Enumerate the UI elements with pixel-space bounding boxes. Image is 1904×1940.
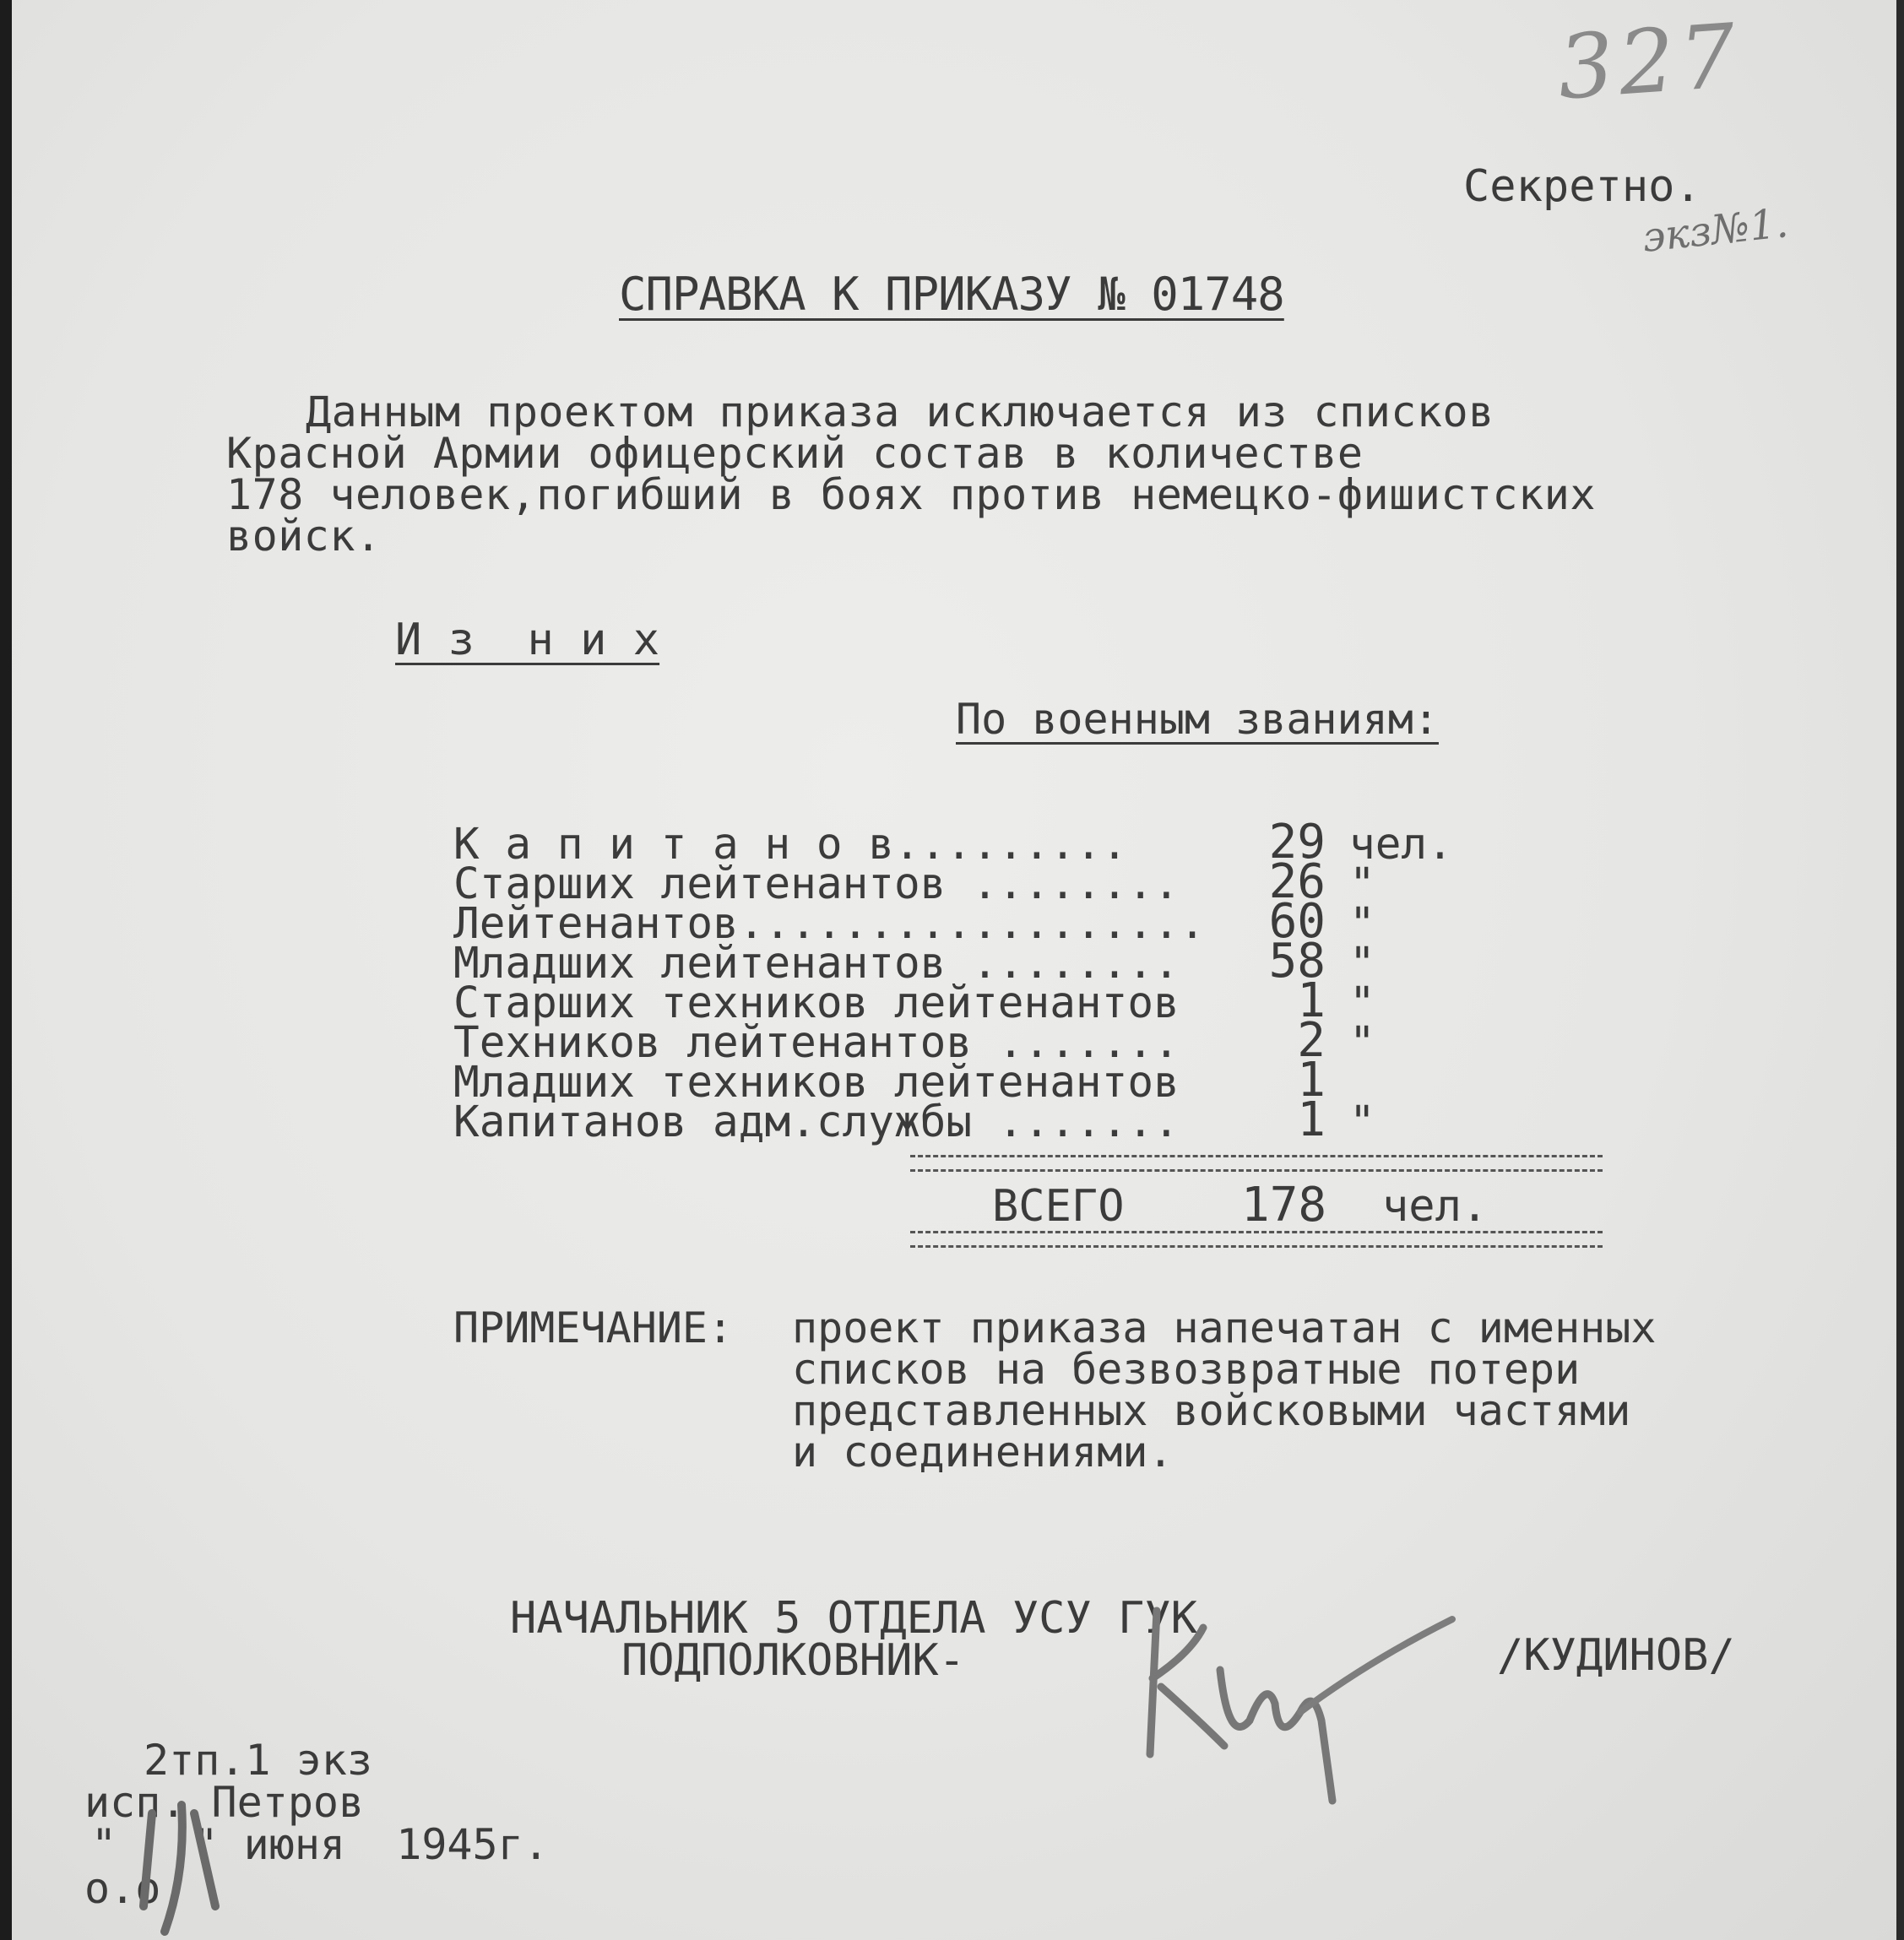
handwritten-day-mark [135,1780,245,1940]
scan-edge-left [0,0,12,1940]
body-line: Красной Армии офицерский состав в количестве [226,429,1364,478]
total-value: 178 [1241,1178,1327,1233]
rank-unit: чел. [1349,820,1453,870]
rank-count: 2 [1297,1013,1326,1068]
total-unit: чел. [1382,1181,1489,1232]
body-line: Данным проектом приказа исключается из списков [306,387,1494,436]
total-label: ВСЕГО [992,1181,1125,1232]
signatory-title: НАЧАЛЬНИК 5 ОТДЕЛА УСУ ГУК [510,1593,1197,1644]
rank-label: Старших техников лейтенантов [453,978,1180,1028]
rank-unit: " [1349,1018,1375,1068]
rank-label: Лейтенантов.................. [453,899,1206,949]
handwritten-signature [1131,1577,1469,1813]
scan-edge-right [1896,0,1904,1940]
rank-label: Младших лейтенантов ........ [453,939,1180,989]
signatory-name: /КУДИНОВ/ [1497,1630,1735,1681]
rank-unit: " [1349,978,1375,1028]
rank-label: Старших лейтенантов ........ [453,859,1180,909]
page-number: 327 [1554,3,1744,120]
note-line: и соединениями. [792,1428,1174,1477]
total-separator-top [910,1155,1603,1172]
signatory-rank: ПОДПОЛКОВНИК- [621,1635,965,1686]
rank-count: 1 [1297,1053,1326,1108]
rank-count: 1 [1297,1092,1326,1147]
rank-label: Техников лейтенантов ....... [453,1018,1180,1068]
rank-count: 26 [1268,854,1326,909]
rank-unit: " [1349,859,1375,909]
rank-label: Капитанов адм.службы ....... [453,1097,1180,1147]
by-rank-heading: По военным званиям: [956,695,1439,744]
rank-count: 58 [1268,934,1326,989]
rank-count: 60 [1268,894,1326,949]
rank-label: К а п и т а н о в......... [453,820,1128,870]
rank-unit: " [1349,899,1375,949]
copies-note: 2тп.1 экз [144,1736,372,1785]
note-label: ПРИМЕЧАНИЕ: [453,1303,734,1352]
rank-count: 29 [1268,815,1326,870]
rank-label: Младших техников лейтенантов [453,1058,1180,1108]
body-line: 178 человек,погибший в боях против немецко-фишистских [226,470,1596,519]
note-line: списков на безвозвратные потери [792,1345,1581,1394]
initials-note: о.о. [84,1864,187,1913]
rank-unit: " [1349,939,1375,989]
of-them-heading: И з н и х [395,615,660,665]
document-title: СПРАВКА К ПРИКАЗУ № 01748 [619,268,1284,321]
total-separator-bottom [910,1231,1603,1248]
date-line: " " июня 1945г. [91,1820,549,1869]
rank-unit: " [1349,1097,1375,1147]
body-line: войск. [226,512,382,561]
classification-label: Секретно. [1463,161,1701,212]
note-line: представленных войсковыми частями [792,1386,1631,1435]
rank-count: 1 [1297,973,1326,1028]
note-line: проект приказа напечатан с именных [792,1303,1657,1352]
copy-mark: экз№1. [1640,199,1791,262]
executor-note: исп. Петров [84,1778,365,1827]
